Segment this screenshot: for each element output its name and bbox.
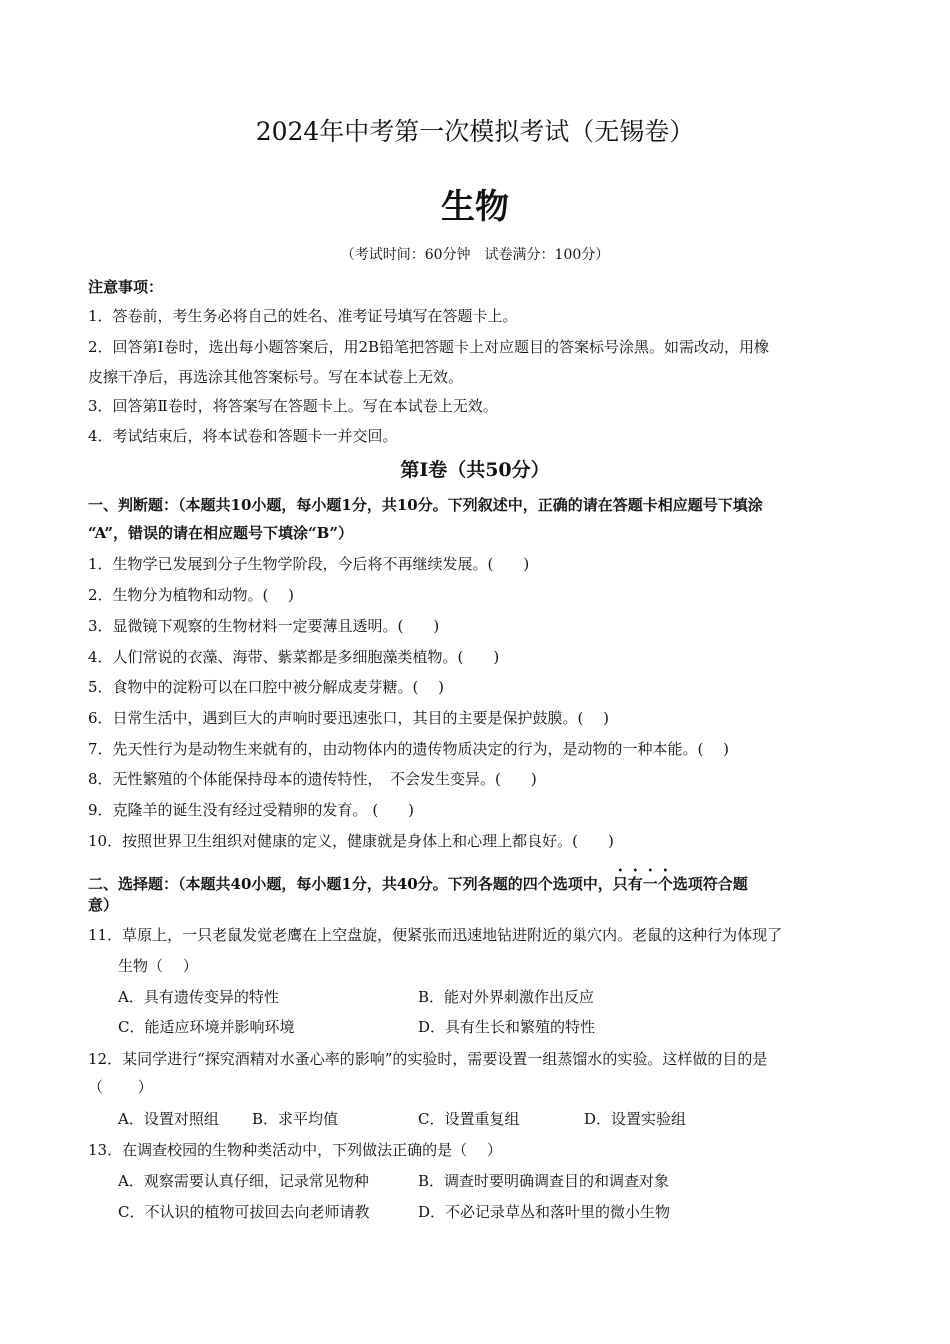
section1-heading-cont: “A”，错误的请在相应题号下填涂“B”）	[88, 524, 353, 542]
notice-item: 2．回答第Ⅰ卷时，选出每小题答案后，用2B铅笔把答题卡上对应题目的答案标号涂黑。如需改动，用橡	[88, 338, 770, 356]
question-12-option-a: A．设置对照组	[118, 1110, 219, 1128]
question-13-option-d: D．不必记录草丛和落叶里的微小生物	[418, 1203, 671, 1221]
judgment-item: 7．先天性行为是动物生来就有的，由动物体内的遗传物质决定的行为，是动物的一种本能。( )	[88, 740, 730, 758]
judgment-item: 3．显微镜下观察的生物材料一定要薄且透明。( )	[88, 617, 440, 635]
section2-heading	[88, 865, 748, 895]
judgment-item: 2．生物分为植物和动物。( )	[88, 586, 295, 604]
question-13-option-b: B．调查时要明确调查目的和调查对象	[418, 1172, 670, 1190]
subject-title: 生物	[441, 187, 509, 227]
question-12-stem: 12．某同学进行“探究酒精对水蚤心率的影响”的实验时，需要设置一组蒸馏水的实验。这样做的目的是	[88, 1050, 768, 1068]
question-12-option-b: B．求平均值	[252, 1110, 339, 1128]
question-11-stem: 11．草原上，一只老鼠发觉老鹰在上空盘旋，便紧张而迅速地钻进附近的巢穴内。老鼠的这种行为体现了	[88, 926, 783, 944]
section2-heading-cont: 意）	[88, 896, 119, 914]
judgment-item: 6．日常生活中，遇到巨大的声响时要迅速张口，其目的主要是保护鼓膜。( )	[88, 709, 610, 727]
judgment-item: 8．无性繁殖的个体能保持母本的遗传特性， 不会发生变异。( )	[88, 770, 537, 788]
exam-title: 2024年中考第一次模拟考试（无锡卷）	[255, 117, 695, 146]
question-12-stem-cont: （ ）	[88, 1078, 153, 1096]
judgment-item: 4．人们常说的衣藻、海带、紫菜都是多细胞藻类植物。( )	[88, 648, 500, 666]
notice-item: 1．答卷前，考生务必将自己的姓名、准考证号填写在答题卡上。	[88, 307, 518, 325]
question-13-stem: 13．在调查校园的生物种类活动中，下列做法正确的是（ ）	[88, 1141, 502, 1159]
question-13-option-a: A．观察需要认真仔细，记录常见物种	[118, 1172, 369, 1190]
question-11-stem-cont: 生物（ ）	[118, 957, 198, 975]
section2-heading-post: 选项符合题	[672, 875, 748, 893]
judgment-item: 1．生物学已发展到分子生物学阶段，今后将不再继续发展。( )	[88, 555, 530, 573]
judgment-item: 9．克隆羊的诞生没有经过受精卵的发育。 ( )	[88, 801, 415, 819]
notice-item: 3．回答第Ⅱ卷时，将答案写在答题卡上。写在本试卷上无效。	[88, 397, 498, 415]
question-13-option-c: C．不认识的植物可拔回去向老师请教	[118, 1203, 370, 1221]
question-11-option-c: C．能适应环境并影响环境	[118, 1018, 295, 1036]
notice-item: 皮擦干净后，再选涂其他答案标号。写在本试卷上无效。	[88, 368, 464, 386]
question-11-option-d: D．具有生长和繁殖的特性	[418, 1018, 596, 1036]
section2-heading-emph: 只有一个	[612, 875, 673, 893]
volume-heading: 第Ⅰ卷（共50分）	[400, 459, 550, 481]
notice-item: 4．考试结束后，将本试卷和答题卡一并交回。	[88, 427, 398, 445]
judgment-item: 5．食物中的淀粉可以在口腔中被分解成麦芽糖。( )	[88, 678, 445, 696]
judgment-item: 10．按照世界卫生组织对健康的定义，健康就是身体上和心理上都良好。( )	[88, 832, 614, 850]
question-11-option-b: B．能对外界刺激作出反应	[418, 988, 595, 1006]
question-12-option-d: D．设置实验组	[584, 1110, 687, 1128]
question-12-option-c: C．设置重复组	[418, 1110, 520, 1128]
section2-heading-pre: 二、选择题：（本题共40小题，每小题1分，共40分。下列各题的四个选项中，	[88, 875, 613, 893]
notice-heading: 注意事项：	[88, 278, 164, 296]
question-11-option-a: A．具有遗传变异的特性	[118, 988, 279, 1006]
section1-heading: 一、判断题：（本题共10小题，每小题1分，共10分。下列叙述中，正确的请在答题卡相应题号下填涂	[88, 496, 763, 514]
exam-meta: （考试时间：60分钟 试卷满分：100分）	[340, 247, 610, 263]
